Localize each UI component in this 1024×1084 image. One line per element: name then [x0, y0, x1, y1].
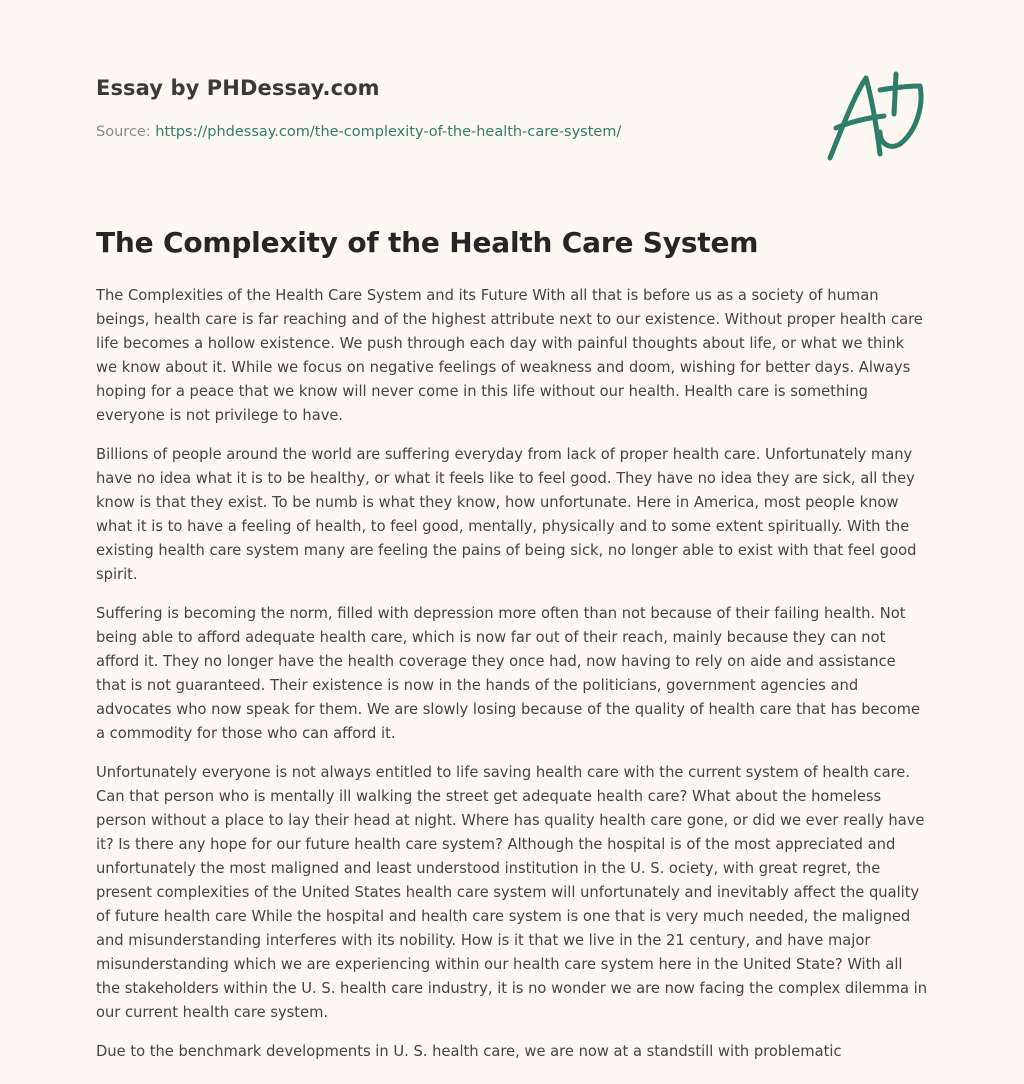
source-label: Source: [96, 124, 156, 140]
site-brand: Essay by PHDessay.com [96, 76, 380, 100]
article-paragraph: The Complexities of the Health Care System and its Future With all that is before us as a society of human beings, health care is far reaching and of the highest attribute next to our existence. Without proper health care life becomes a hollow existence. We push through each day with painful thoughts about life, or what we think we know about it. While we focus on negative feelings of weakness and doom, wishing for better days. Always hoping for a peace that we know will never come in this life without our health. Health care is something everyone is not privilege to have. [96, 287, 923, 424]
article-paragraph: Billions of people around the world are suffering everyday from lack of proper health care. Unfortunately many have no idea what it is to be healthy, or what it feels like to feel good. They have no idea they are sick, all they know is that they exist. To be numb is what they know, how unfortunate. Here in America, most people know what it is to have a feeling of health, to feel good, mentally, physically and to some extent spiritually. With the existing health care system many are feeling the pains of being sick, no longer able to exist with that feel good spirit. [96, 446, 917, 583]
source-line [96, 124, 621, 140]
article-paragraph: Unfortunately everyone is not always entitled to life saving health care with the current system of health care. Can that person who is mentally ill walking the street get adequate health care? What about the homeless person without a place to lay their head at night. Where has quality health care gone, or did we ever really have it? Is there any hope for our future health care system? Although the hospital is of the most appreciated and unfortunately the most maligned and least understood institution in the U. S. ociety, with great regret, the present complexities of the United States health care system will unfortunately and inevitably affect the quality of future health care While the hospital and health care system is one that is very much needed, the maligned and misunderstanding interferes with its nobility. How is it that we live in the 21 century, and have major misunderstanding which we are experiencing within our health care system here in the United State? With all the stakeholders within the U. S. health care industry, it is no wonder we are now facing the complex dilemma in our current health care system. [96, 764, 928, 1021]
article-paragraph: Suffering is becoming the norm, filled with depression more often than not because of their failing health. Not being able to afford adequate health care, which is now far out of their reach, mainly because they can not afford it. They no longer have the health coverage they once had, now having to rely on aide and assistance that is not guaranteed. Their existence is now in the hands of the politicians, government agencies and advocates who now speak for them. We are slowly losing because of the quality of health care that has become a commodity for those who can afford it. [96, 605, 920, 742]
source-link[interactable]: https://phdessay.com/the-complexity-of-the-health-care-system/ [155, 124, 622, 140]
a-plus-grade-icon [820, 66, 930, 166]
article-title: The Complexity of the Health Care System [96, 226, 759, 259]
article-paragraph: Due to the benchmark developments in U. S. health care, we are now at a standstill with problematic [96, 1043, 842, 1060]
article-body [96, 284, 928, 1079]
